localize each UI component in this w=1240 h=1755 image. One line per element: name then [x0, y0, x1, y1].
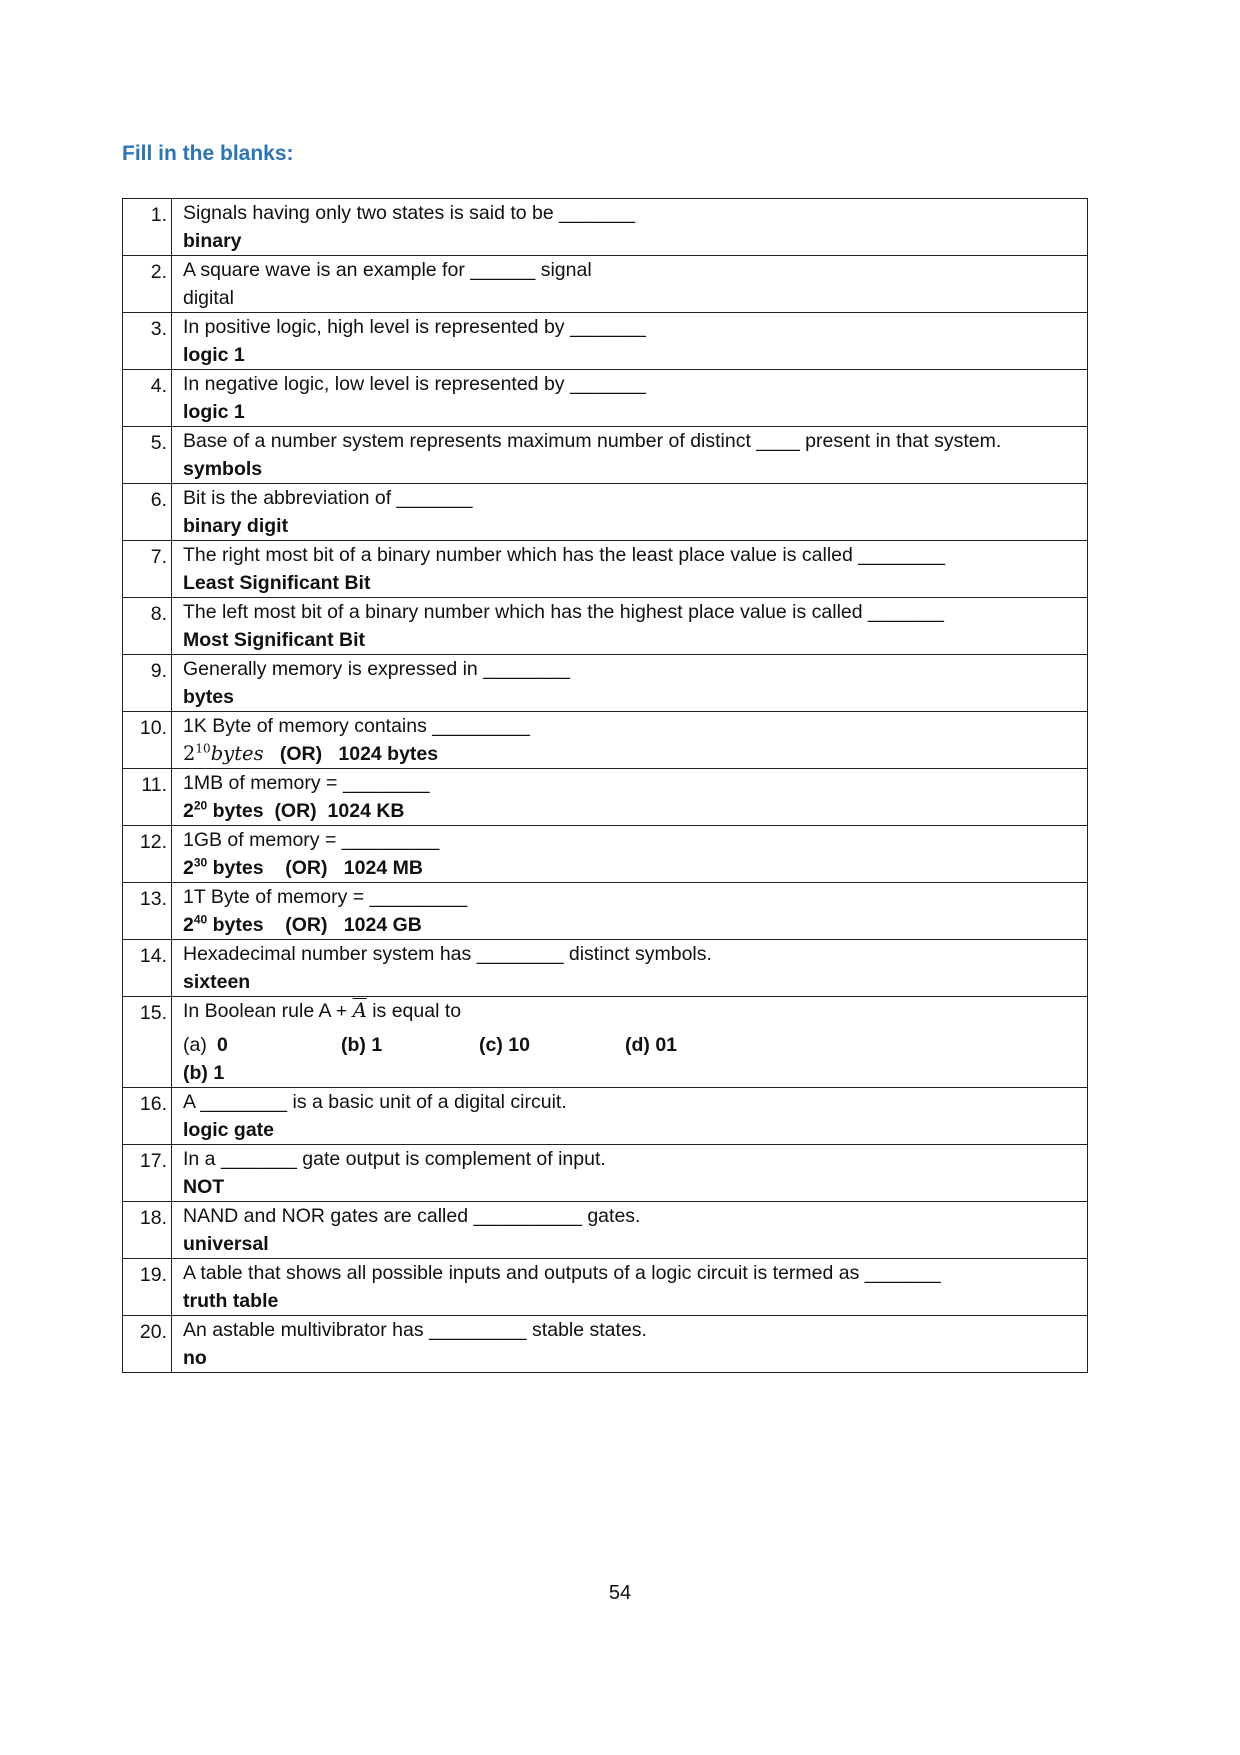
- question-cell: [172, 427, 1088, 484]
- question-text: Base of a number system represents maximum number of distinct ____ present in that system.: [183, 430, 1002, 452]
- question-number: 2.: [123, 256, 172, 313]
- question-text: A square wave is an example for ______ signal: [183, 259, 592, 281]
- question-cell: [172, 313, 1088, 370]
- question-text: In negative logic, low level is represented by _______: [183, 373, 646, 395]
- table-row: [123, 1088, 1088, 1145]
- table-row: [123, 1145, 1088, 1202]
- question-number: 5.: [123, 427, 172, 484]
- question-number: 18.: [123, 1202, 172, 1259]
- question-text: In positive logic, high level is represented by _______: [183, 316, 646, 338]
- question-cell: [172, 1145, 1088, 1202]
- table-row: [123, 1202, 1088, 1259]
- option-a: 0: [217, 1034, 228, 1056]
- answer-text: digital: [183, 287, 234, 309]
- answer-text: logic gate: [183, 1119, 275, 1141]
- answer-text: truth table: [183, 1290, 279, 1312]
- answer-text: $2^{10}bytes$ (OR) 1024 bytes: [183, 741, 439, 765]
- table-row: [123, 1259, 1088, 1316]
- answer-text: NOT: [183, 1176, 225, 1198]
- answer-text: logic 1: [183, 344, 245, 366]
- answer-text: binary digit: [183, 515, 289, 537]
- page-number: 54: [608, 1582, 632, 1604]
- question-cell: [172, 883, 1088, 940]
- question-cell: [172, 769, 1088, 826]
- question-cell: [172, 940, 1088, 997]
- answer-options: [183, 1031, 1077, 1059]
- table-row: [123, 883, 1088, 940]
- question-text: The left most bit of a binary number which has the highest place value is called _______: [183, 601, 944, 623]
- question-number: 10.: [123, 712, 172, 769]
- table-row: [123, 484, 1088, 541]
- question-text: A table that shows all possible inputs and outputs of a logic circuit is termed as _______: [183, 1262, 941, 1284]
- question-text: 1T Byte of memory = _________: [183, 886, 468, 908]
- table-row: [123, 256, 1088, 313]
- table-row: [123, 1316, 1088, 1373]
- question-cell: [172, 1259, 1088, 1316]
- question-text: An astable multivibrator has _________ stable states.: [183, 1319, 647, 1341]
- question-cell: [172, 1316, 1088, 1373]
- table-row: [123, 712, 1088, 769]
- answer-text: sixteen: [183, 971, 251, 993]
- question-cell: [172, 712, 1088, 769]
- option-d: (d) 01: [625, 1034, 678, 1056]
- answer-text: symbols: [183, 458, 263, 480]
- table-row: [123, 427, 1088, 484]
- question-text: NAND and NOR gates are called __________ gates.: [183, 1205, 641, 1227]
- question-text: Hexadecimal number system has ________ distinct symbols.: [183, 943, 712, 965]
- question-number: 7.: [123, 541, 172, 598]
- question-number: 4.: [123, 370, 172, 427]
- option-label: (a): [183, 1034, 207, 1056]
- answer-text: (b) 1: [183, 1062, 225, 1084]
- answer-text: binary: [183, 230, 242, 252]
- table-row: [123, 655, 1088, 712]
- table-row: [123, 769, 1088, 826]
- answer-text: no: [183, 1347, 207, 1369]
- question-number: 3.: [123, 313, 172, 370]
- answer-text: Most Significant Bit: [183, 629, 365, 651]
- question-number: 11.: [123, 769, 172, 826]
- question-number: 1.: [123, 199, 172, 256]
- table-row: [123, 199, 1088, 256]
- question-text: In a _______ gate output is complement of input.: [183, 1148, 606, 1170]
- question-text: Bit is the abbreviation of _______: [183, 487, 473, 509]
- answer-text: Least Significant Bit: [183, 572, 371, 594]
- question-cell: [172, 655, 1088, 712]
- question-cell: [172, 1202, 1088, 1259]
- question-cell: [172, 997, 1088, 1088]
- table-row: [123, 541, 1088, 598]
- fill-blanks-table: [122, 198, 1088, 1373]
- answer-text: bytes: [183, 686, 234, 708]
- question-text: A ________ is a basic unit of a digital circuit.: [183, 1091, 567, 1113]
- question-cell: [172, 1088, 1088, 1145]
- question-cell: [172, 541, 1088, 598]
- question-number: 15.: [123, 997, 172, 1088]
- answer-text: $2^{20}$ bytes (OR) 1024 KB: [183, 798, 405, 822]
- question-number: 19.: [123, 1259, 172, 1316]
- table-row: [123, 370, 1088, 427]
- question-number: 13.: [123, 883, 172, 940]
- question-number: 16.: [123, 1088, 172, 1145]
- question-cell: [172, 370, 1088, 427]
- question-text: 1K Byte of memory contains _________: [183, 715, 530, 737]
- question-number: 14.: [123, 940, 172, 997]
- a-bar-symbol: $\overline{A}$: [352, 999, 367, 1022]
- question-cell: [172, 484, 1088, 541]
- answer-text: $2^{30}$ bytes (OR) 1024 MB: [183, 855, 423, 879]
- question-text: 1GB of memory = _________: [183, 829, 440, 851]
- question-text: 1MB of memory = ________: [183, 772, 430, 794]
- section-heading: Fill in the blanks:: [122, 142, 294, 165]
- question-text: The right most bit of a binary number which has the least place value is called ________: [183, 544, 946, 566]
- question-number: 12.: [123, 826, 172, 883]
- question-cell: [172, 598, 1088, 655]
- option-b: (b) 1: [341, 1034, 383, 1056]
- question-text: In Boolean rule $A + \overline{A}$ is equal to: [183, 999, 462, 1022]
- table-row: [123, 826, 1088, 883]
- question-cell: [172, 256, 1088, 313]
- question-number: 20.: [123, 1316, 172, 1373]
- table-row: [123, 598, 1088, 655]
- question-number: 9.: [123, 655, 172, 712]
- question-number: 6.: [123, 484, 172, 541]
- question-number: 17.: [123, 1145, 172, 1202]
- answer-text: universal: [183, 1233, 269, 1255]
- question-text: Signals having only two states is said to be _______: [183, 202, 636, 224]
- option-c: (c) 10: [479, 1034, 530, 1056]
- table-row: [123, 940, 1088, 997]
- power-expression: $2^{10}bytes$: [183, 741, 264, 765]
- answer-text: $2^{40}$ bytes (OR) 1024 GB: [183, 912, 422, 936]
- answer-text: logic 1: [183, 401, 245, 423]
- question-cell: [172, 199, 1088, 256]
- question-text: Generally memory is expressed in ________: [183, 658, 570, 680]
- table-row: [123, 997, 1088, 1088]
- table-row: [123, 313, 1088, 370]
- question-cell: [172, 826, 1088, 883]
- question-number: 8.: [123, 598, 172, 655]
